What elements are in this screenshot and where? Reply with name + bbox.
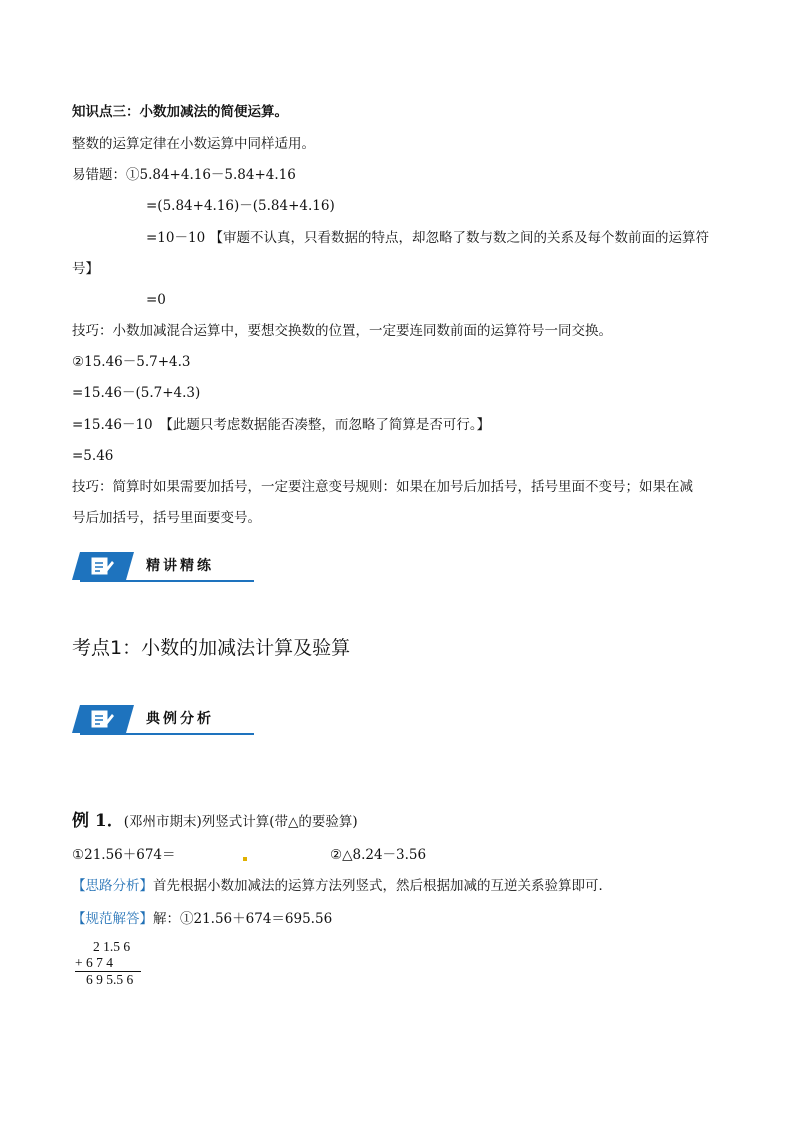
question-2: ②△8.24－3.56 — [330, 847, 427, 863]
analysis-line — [72, 877, 612, 895]
notepad-pencil-icon — [90, 709, 114, 729]
answer-line — [72, 910, 332, 928]
section-heading: 考点1：小数的加减法计算及验算 — [72, 637, 351, 659]
vertical-result: 6 9 5.5 6 — [86, 972, 134, 987]
banner-label: 典例分析 — [146, 711, 214, 727]
vertical-row-2: + 6 7 4 — [75, 955, 113, 970]
answer-text: 解：①21.56＋674＝695.56 — [153, 911, 333, 927]
tip-2-line-1: 技巧：简算时如果需要加括号，一定要注意变号规则：如果在加号后加括号，括号里面不变号；如果在减 — [72, 479, 693, 495]
analysis-tag: 【思路分析】 — [72, 878, 153, 894]
intro-text: 整数的运算定律在小数运算中同样适用。 — [72, 136, 315, 152]
example-number: 例 1． — [72, 811, 124, 831]
error-step-2: =10－10 【审题不认真，只看数据的特点，却忽略了数与数之间的关系及每个数前面的运算符 — [146, 230, 709, 246]
error-problem-1: 易错题：①5.84+4.16－5.84+4.16 — [72, 167, 296, 183]
section-banner-practice — [72, 550, 254, 586]
banner-label: 精讲精练 — [146, 558, 214, 574]
banner-rule — [80, 733, 254, 735]
error-step-3: =0 — [146, 292, 166, 308]
marker-dot — [243, 857, 247, 861]
example-2-line-1: ②15.46－5.7+4.3 — [72, 354, 191, 370]
example-2-line-4: =5.46 — [72, 448, 114, 464]
example-source: (邓州市期末)列竖式计算(带△的要验算) — [123, 814, 358, 830]
answer-tag: 【规范解答】 — [72, 911, 153, 927]
notepad-pencil-icon — [90, 556, 114, 576]
error-step-1: =(5.84+4.16)－(5.84+4.16) — [146, 198, 335, 214]
example-1-label — [72, 811, 358, 832]
analysis-text: 首先根据小数加减法的运算方法列竖式，然后根据加减的互逆关系验算即可． — [153, 878, 612, 894]
banner-rule — [80, 580, 254, 582]
tip-2-line-2: 号后加括号，括号里面要变号。 — [72, 510, 261, 526]
section-banner-example — [72, 703, 254, 739]
example-2-line-3: =15.46－10 【此题只考虑数据能否凑整，而忽略了简算是否可行。】 — [72, 417, 491, 433]
question-1: ①21.56＋674＝ — [72, 847, 176, 863]
vertical-row-1: 2 1.5 6 — [93, 939, 131, 954]
example-2-line-2: =15.46－(5.7+4.3) — [72, 385, 201, 401]
tip-1: 技巧：小数加减混合运算中，要想交换数的位置，一定要连同数前面的运算符号一同交换。 — [72, 323, 612, 339]
knowledge-point-title: 知识点三：小数加减法的简便运算。 — [72, 104, 288, 120]
error-step-2-cont: 号】 — [72, 261, 99, 277]
